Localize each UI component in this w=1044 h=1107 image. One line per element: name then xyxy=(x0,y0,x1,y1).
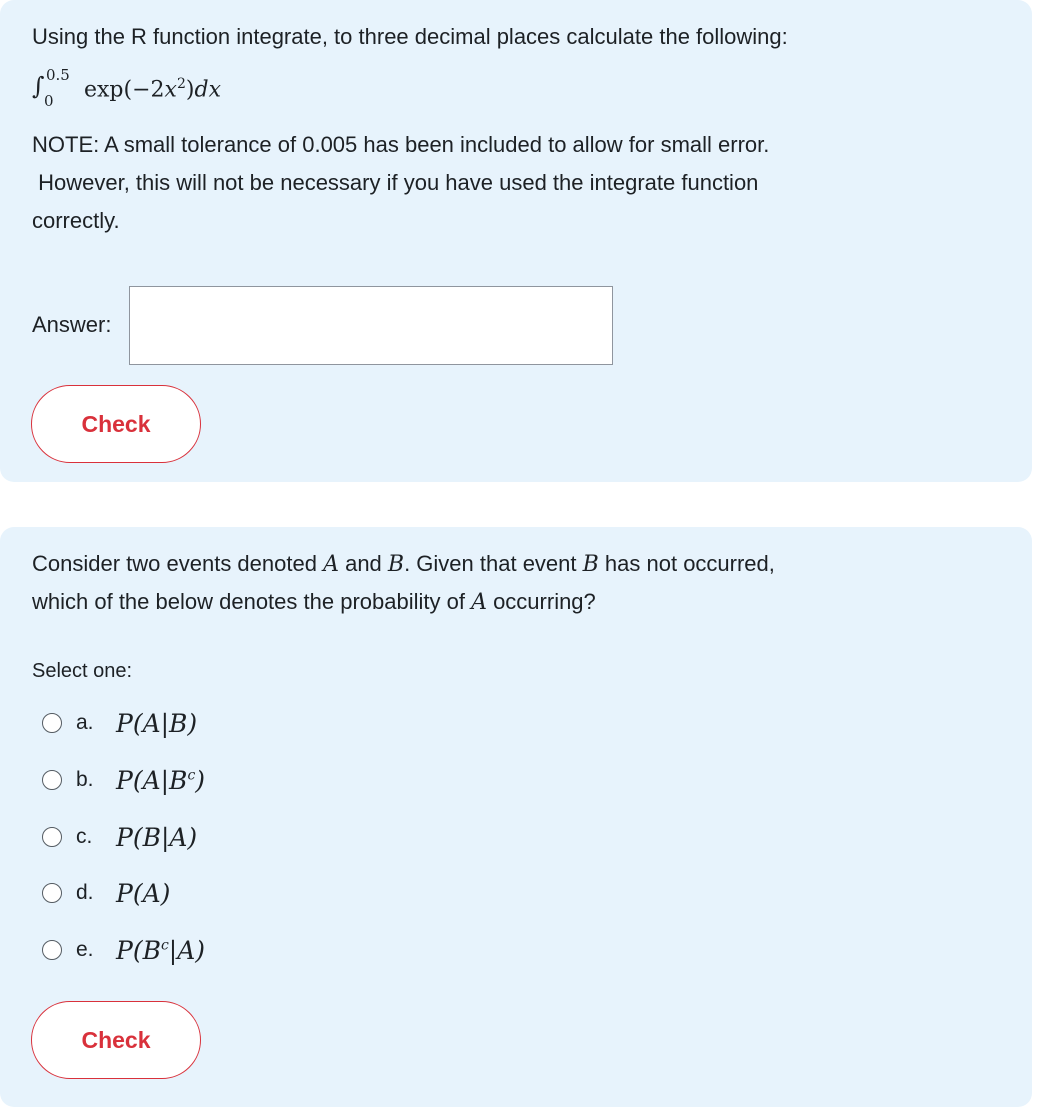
prompt-text: which of the below denotes the probability of xyxy=(32,589,472,614)
question-card-2 xyxy=(0,527,1032,1107)
option-letter: b. xyxy=(76,768,94,791)
integrand-power: 2 xyxy=(176,76,186,92)
option-expression xyxy=(116,879,170,908)
expression-main: P(B xyxy=(116,935,161,965)
check-button-1[interactable]: Check xyxy=(31,385,201,463)
event-b-symbol: B xyxy=(387,552,405,577)
question-1-prompt: Using the R function integrate, to three decimal places calculate the following: xyxy=(32,24,788,49)
event-b-symbol: B xyxy=(582,552,599,577)
option-a[interactable] xyxy=(42,703,197,743)
prompt-text: and xyxy=(338,551,388,576)
select-one-label: Select one: xyxy=(32,660,133,682)
differential-d: d xyxy=(194,77,209,103)
event-a-symbol: A xyxy=(471,590,487,615)
check-button-2[interactable]: Check xyxy=(31,1001,201,1079)
integral-sign: ∫ xyxy=(32,72,45,100)
option-d[interactable] xyxy=(42,873,170,913)
prompt-text: has not occurred, xyxy=(598,551,775,576)
expression-tail: ) xyxy=(195,765,206,795)
question-2-prompt-line-1 xyxy=(32,545,992,584)
integral-upper-limit: 0.5 xyxy=(46,66,70,84)
expression-main: P(A|B) xyxy=(116,708,198,738)
prompt-text: . Given that event xyxy=(404,551,583,576)
answer-label: Answer: xyxy=(32,312,112,337)
option-c[interactable] xyxy=(42,817,197,857)
integral-lower-limit: 0 xyxy=(44,92,54,110)
option-letter: a. xyxy=(76,711,94,734)
integrand-function: exp xyxy=(84,77,124,103)
radio-button[interactable] xyxy=(42,713,62,733)
answer-input[interactable] xyxy=(129,286,613,365)
note-line-1: NOTE: A small tolerance of 0.005 has been included to allow for small error. xyxy=(32,132,770,157)
note-line-3: correctly. xyxy=(32,208,120,233)
differential-variable: x xyxy=(208,77,221,103)
prompt-text: Consider two events denoted xyxy=(32,551,324,576)
radio-button[interactable] xyxy=(42,770,62,790)
option-expression xyxy=(116,936,205,965)
option-b[interactable] xyxy=(42,760,205,800)
expression-tail: |A) xyxy=(168,935,206,965)
event-a-symbol: A xyxy=(323,552,339,577)
radio-button[interactable] xyxy=(42,940,62,960)
option-expression xyxy=(116,766,205,795)
radio-button[interactable] xyxy=(42,883,62,903)
expression-main: P(A) xyxy=(116,878,171,908)
integrand: $\exp(-2x^2)dx$ xyxy=(84,76,221,103)
complement-superscript: c xyxy=(160,937,169,954)
question-2-prompt-line-2 xyxy=(32,583,992,622)
integrand-variable: x xyxy=(164,77,177,103)
prompt-text: occurring? xyxy=(486,589,596,614)
complement-superscript: c xyxy=(187,767,196,784)
option-letter: e. xyxy=(76,938,94,961)
expression-main: P(B|A) xyxy=(116,822,198,852)
option-expression xyxy=(116,823,197,852)
expression-main: P(A|B xyxy=(116,765,188,795)
integrand-coefficient: 2 xyxy=(150,77,165,103)
note-line-2: However, this will not be necessary if you have used the integrate function xyxy=(32,170,759,195)
option-letter: d. xyxy=(76,881,94,904)
option-expression xyxy=(116,709,197,738)
radio-button[interactable] xyxy=(42,827,62,847)
option-e[interactable] xyxy=(42,930,205,970)
option-letter: c. xyxy=(76,825,93,848)
question-card-1 xyxy=(0,0,1032,482)
